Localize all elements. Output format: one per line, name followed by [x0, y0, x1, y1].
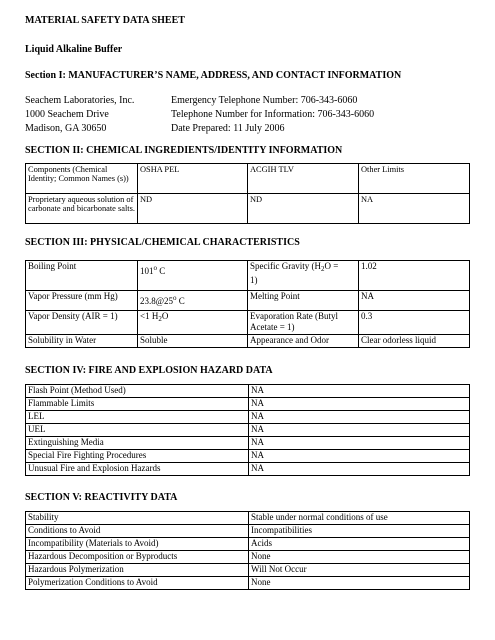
header-components: Components (Chemical Identity; Common Names (s))	[26, 164, 138, 194]
value-vapor-density: <1 $H_2O$	[138, 311, 248, 335]
label-extinguishing-media: Extinguishing Media	[26, 437, 249, 450]
label-polymerization-conditions: Polymerization Conditions to Avoid	[26, 577, 249, 590]
table-row	[26, 335, 470, 348]
label-solubility: Solubility in Water	[26, 335, 138, 348]
label-stability: Stability	[26, 512, 249, 525]
label-specific-gravity: Specific Gravity ($H_2O$ = 1)	[248, 261, 359, 291]
label-evaporation-rate: Evaporation Rate (Butyl Acetate = 1)	[248, 311, 359, 335]
table-row	[26, 194, 470, 224]
label-lel: LEL	[26, 411, 249, 424]
table-row	[26, 551, 470, 564]
cell-component: Proprietary aqueous solution of carbonate and bicarbonate salts.	[26, 194, 138, 224]
table-row	[26, 577, 470, 590]
product-name: Liquid Alkaline Buffer	[25, 44, 123, 55]
label-vapor-density: Vapor Density (AIR = 1)	[26, 311, 138, 335]
value-flammable-limits: NA	[249, 398, 470, 411]
value-lel: NA	[249, 411, 470, 424]
value-solubility: Soluble	[138, 335, 248, 348]
label-melting-point: Melting Point	[248, 291, 359, 311]
value-boiling-point: 101$^o$ C	[138, 261, 248, 291]
cell-osha-pel: ND	[138, 194, 248, 224]
value-special-procedures: NA	[249, 450, 470, 463]
value-hazardous-polymerization: Will Not Occur	[249, 564, 470, 577]
cell-acgih-tlv: ND	[248, 194, 359, 224]
header-other-limits: Other Limits	[359, 164, 470, 194]
cell-other-limits: NA	[359, 194, 470, 224]
section-5-heading: SECTION V: REACTIVITY DATA	[25, 492, 178, 503]
fire-hazard-table	[25, 384, 470, 476]
table-row	[26, 564, 470, 577]
value-evaporation-rate: 0.3	[359, 311, 470, 335]
label-incompatibility: Incompatibility (Materials to Avoid)	[26, 538, 249, 551]
table-row	[26, 291, 470, 311]
value-specific-gravity: 1.02	[359, 261, 470, 291]
value-hazardous-decomposition: None	[249, 551, 470, 564]
physical-characteristics-table	[25, 260, 470, 348]
value-appearance-odor: Clear odorless liquid	[359, 335, 470, 348]
label-conditions-to-avoid: Conditions to Avoid	[26, 525, 249, 538]
table-row	[26, 538, 470, 551]
table-row	[26, 450, 470, 463]
table-row	[26, 512, 470, 525]
value-polymerization-conditions: None	[249, 577, 470, 590]
ingredients-header-row	[26, 164, 470, 194]
value-unusual-hazards: NA	[249, 463, 470, 476]
value-incompatibility: Acids	[249, 538, 470, 551]
ingredients-table	[25, 163, 470, 224]
table-row	[26, 424, 470, 437]
table-row	[26, 463, 470, 476]
value-flash-point: NA	[249, 385, 470, 398]
date-prepared: Date Prepared: 11 July 2006	[171, 123, 285, 134]
section-1-heading: Section I: MANUFACTURER’S NAME, ADDRESS, AND CONTACT INFORMATION	[25, 70, 402, 81]
section-3-heading: SECTION III: PHYSICAL/CHEMICAL CHARACTERISTICS	[25, 237, 300, 248]
label-special-procedures: Special Fire Fighting Procedures	[26, 450, 249, 463]
table-row	[26, 398, 470, 411]
table-row	[26, 385, 470, 398]
section-4-heading: SECTION IV: FIRE AND EXPLOSION HAZARD DATA	[25, 365, 273, 376]
value-extinguishing-media: NA	[249, 437, 470, 450]
value-uel: NA	[249, 424, 470, 437]
label-unusual-hazards: Unusual Fire and Explosion Hazards	[26, 463, 249, 476]
value-stability: Stable under normal conditions of use	[249, 512, 470, 525]
company-street: 1000 Seachem Drive	[25, 109, 109, 120]
emergency-phone: Emergency Telephone Number: 706-343-6060	[171, 95, 358, 106]
info-phone: Telephone Number for Information: 706-343-6060	[171, 109, 375, 120]
label-appearance-odor: Appearance and Odor	[248, 335, 359, 348]
company-name: Seachem Laboratories, Inc.	[25, 95, 135, 106]
label-hazardous-polymerization: Hazardous Polymerization	[26, 564, 249, 577]
label-uel: UEL	[26, 424, 249, 437]
label-boiling-point: Boiling Point	[26, 261, 138, 291]
label-vapor-pressure: Vapor Pressure (mm Hg)	[26, 291, 138, 311]
label-hazardous-decomposition: Hazardous Decomposition or Byproducts	[26, 551, 249, 564]
header-osha-pel: OSHA PEL	[138, 164, 248, 194]
document-title: MATERIAL SAFETY DATA SHEET	[25, 15, 185, 26]
header-acgih-tlv: ACGIH TLV	[248, 164, 359, 194]
section-2-heading: SECTION II: CHEMICAL INGREDIENTS/IDENTITY INFORMATION	[25, 145, 343, 156]
table-row	[26, 411, 470, 424]
label-flammable-limits: Flammable Limits	[26, 398, 249, 411]
value-melting-point: NA	[359, 291, 470, 311]
value-conditions-to-avoid: Incompatibilities	[249, 525, 470, 538]
table-row	[26, 525, 470, 538]
company-city: Madison, GA 30650	[25, 123, 107, 134]
table-row	[26, 261, 470, 291]
table-row	[26, 437, 470, 450]
reactivity-table	[25, 511, 470, 590]
value-vapor-pressure: 23.8@25$^o$ C	[138, 291, 248, 311]
table-row	[26, 311, 470, 335]
label-flash-point: Flash Point (Method Used)	[26, 385, 249, 398]
